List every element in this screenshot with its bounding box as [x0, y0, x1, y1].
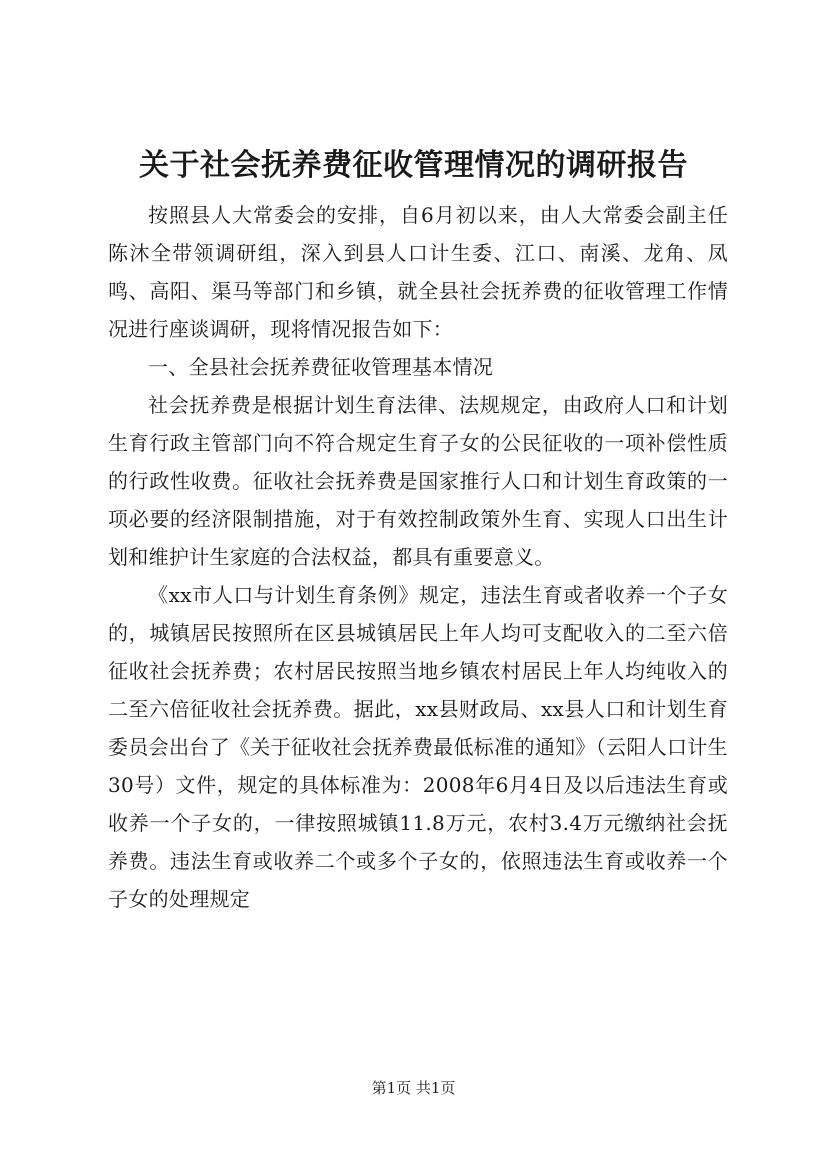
document-title: 关于社会抚养费征收管理情况的调研报告: [139, 148, 688, 183]
paragraph-regulation: 《xx市人口与计划生育条例》规定，违法生育或者收养一个子女的，城镇居民按照所在区县城镇居民上年人均可支配收入的二至六倍征收社会抚养费；农村居民按照当地乡镇农村居民上年人均纯收入的二至六倍征收社会抚养费。据此，xx县财政局、xx县人口和计划生育委员会出台了《关于征收社会抚养费最低标准的通知》（云阳人口计生30号）文件，规定的具体标准为：2008年6月4日及以后违法生育或收养一个子女的，一律按照城镇11.8万元，农村3.4万元缴纳社会抚养费。违法生育或收养二个或多个子女的，依照违法生育或收养一个子女的处理规定: [108, 583, 728, 911]
page-footer: 第1页 共1页: [371, 1079, 456, 1097]
document-body: [108, 196, 728, 918]
section-heading: 一、全县社会抚养费征收管理基本情况: [148, 355, 494, 379]
paragraph-intro: 按照县人大常委会的安排，自6月初以来，由人大常委会副主任陈沐全带领调研组，深入到县人口计生委、江口、南溪、龙角、凤鸣、高阳、渠马等部门和乡镇，就全县社会抚养费的征收管理工作情况进行座谈调研，现将情况报告如下：: [108, 203, 728, 341]
paragraph-definition: 社会抚养费是根据计划生育法律、法规规定，由政府人口和计划生育行政主管部门向不符合规定生育子女的公民征收的一项补偿性质的行政性收费。征收社会抚养费是国家推行人口和计划生育政策的一项必要的经济限制措施，对于有效控制政策外生育、实现人口出生计划和维护计生家庭的合法权益，都具有重要意义。: [108, 393, 728, 569]
